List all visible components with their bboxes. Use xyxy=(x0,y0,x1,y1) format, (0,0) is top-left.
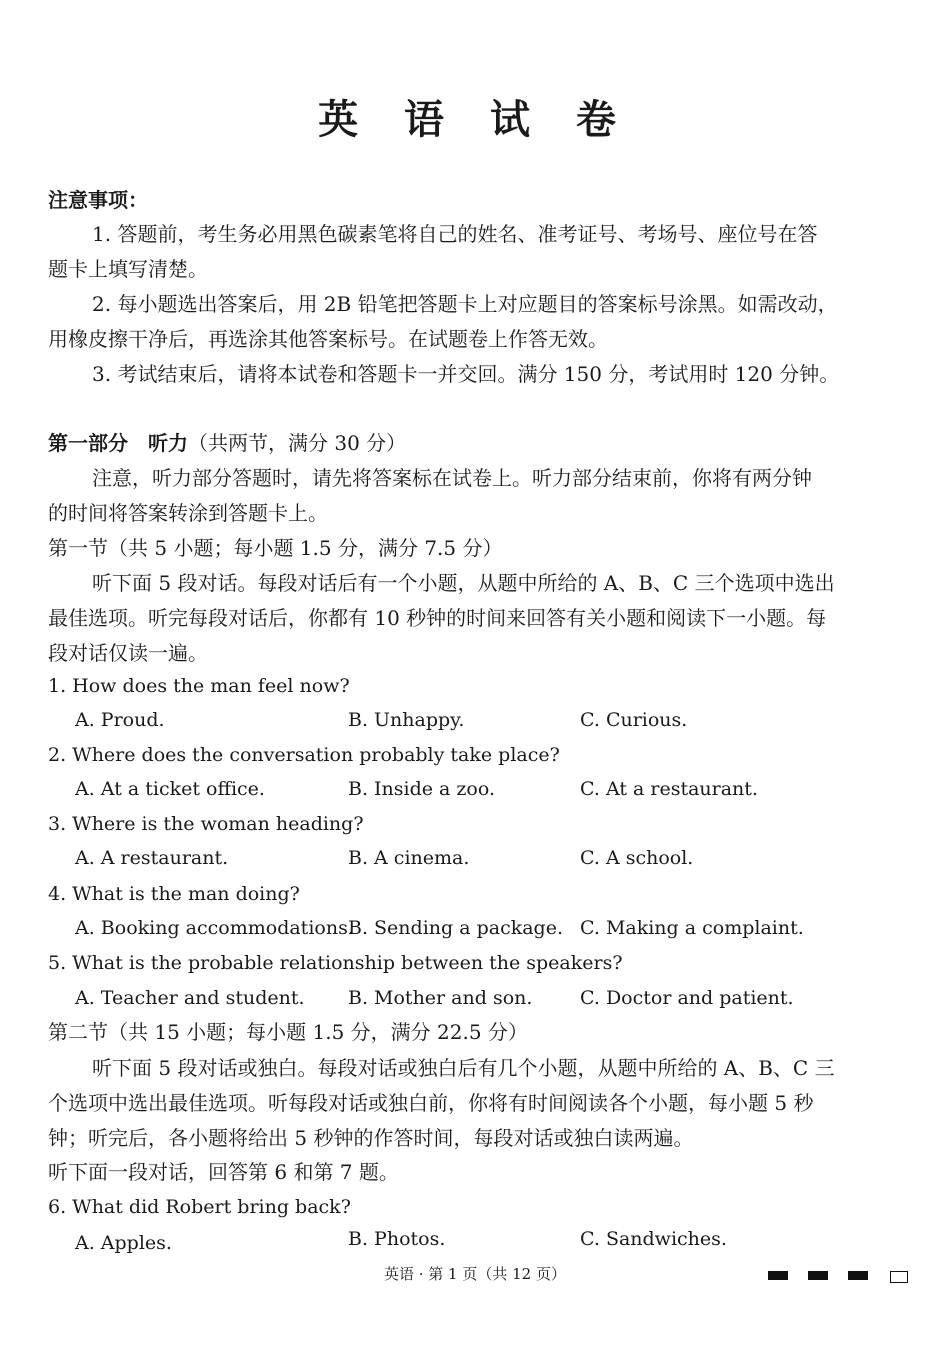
part1-heading-bold: 第一部分 听力 xyxy=(48,431,188,455)
question-4-option-c: C. Making a complaint. xyxy=(580,917,804,939)
part1-note-line-1: 注意，听力部分答题时，请先将答案标在试卷上。听力部分结束前，你将有两分钟 xyxy=(92,466,812,490)
page-marker-filled-3 xyxy=(848,1271,868,1280)
question-2-option-a: A. At a ticket office. xyxy=(75,778,265,800)
question-6-option-b: B. Photos. xyxy=(348,1228,446,1250)
section2-directions-line-2: 个选项中选出最佳选项。听每段对话或独白前，你将有时间阅读各个小题，每小题 5 秒 xyxy=(48,1091,814,1115)
notice-item-1-line-2: 题卡上填写清楚。 xyxy=(48,257,208,281)
part1-heading xyxy=(48,428,908,458)
question-6-option-a: A. Apples. xyxy=(75,1232,172,1254)
section2-directions-line-3: 钟；听完后，各小题将给出 5 秒钟的作答时间，每段对话或独白读两遍。 xyxy=(48,1126,694,1150)
section2-intro: 听下面一段对话，回答第 6 和第 7 题。 xyxy=(48,1160,399,1184)
question-1-option-b: B. Unhappy. xyxy=(348,709,465,731)
section1-directions-line-3: 段对话仅读一遍。 xyxy=(48,641,208,665)
question-5-option-a: A. Teacher and student. xyxy=(75,987,305,1009)
question-4: 4. What is the man doing? xyxy=(48,883,300,905)
question-1-option-c: C. Curious. xyxy=(580,709,688,731)
page-marker-filled-2 xyxy=(808,1271,828,1280)
notice-item-1-line-1: 1. 答题前，考生务必用黑色碳素笔将自己的姓名、准考证号、考场号、座位号在答 xyxy=(92,222,818,246)
question-1-option-a: A. Proud. xyxy=(75,709,165,731)
question-6-option-c: C. Sandwiches. xyxy=(580,1228,727,1250)
page-marker-filled-1 xyxy=(768,1271,788,1280)
notice-item-2-line-1: 2. 每小题选出答案后，用 2B 铅笔把答题卡上对应题目的答案标号涂黑。如需改动， xyxy=(92,292,838,316)
question-3-option-c: C. A school. xyxy=(580,847,694,869)
section1-directions-line-2: 最佳选项。听完每段对话后，你都有 10 秒钟的时间来回答有关小题和阅读下一小题。每 xyxy=(48,606,827,630)
question-5: 5. What is the probable relationship between the speakers? xyxy=(48,952,623,974)
question-2: 2. Where does the conversation probably take place? xyxy=(48,744,560,766)
notice-heading: 注意事项： xyxy=(48,188,148,212)
question-4-option-a: A. Booking accommodations. xyxy=(75,917,354,939)
part1-note-line-2: 的时间将答案转涂到答题卡上。 xyxy=(48,501,328,525)
question-5-option-b: B. Mother and son. xyxy=(348,987,533,1009)
page-title: 英 语 试 卷 xyxy=(318,96,632,143)
question-3-option-b: B. A cinema. xyxy=(348,847,470,869)
question-3-option-a: A. A restaurant. xyxy=(75,847,229,869)
section1-directions-line-1: 听下面 5 段对话。每段对话后有一个小题，从题中所给的 A、B、C 三个选项中选出 xyxy=(92,571,835,595)
notice-item-3: 3. 考试结束后，请将本试卷和答题卡一并交回。满分 150 分，考试用时 120 分钟。 xyxy=(92,362,840,386)
notice-item-2-line-2: 用橡皮擦干净后，再选涂其他答案标号。在试题卷上作答无效。 xyxy=(48,327,608,351)
section2-heading: 第二节（共 15 小题；每小题 1.5 分，满分 22.5 分） xyxy=(48,1020,528,1044)
page-footer: 英语 · 第 1 页（共 12 页） xyxy=(383,1265,566,1283)
part1-heading-rest: （共两节，满分 30 分） xyxy=(188,431,407,455)
section2-directions-line-1: 听下面 5 段对话或独白。每段对话或独白后有几个小题，从题中所给的 A、B、C 三 xyxy=(92,1056,835,1080)
question-2-option-b: B. Inside a zoo. xyxy=(348,778,496,800)
question-5-option-c: C. Doctor and patient. xyxy=(580,987,794,1009)
page-marker-empty xyxy=(890,1271,908,1283)
question-2-option-c: C. At a restaurant. xyxy=(580,778,758,800)
question-3: 3. Where is the woman heading? xyxy=(48,813,364,835)
section1-heading: 第一节（共 5 小题；每小题 1.5 分，满分 7.5 分） xyxy=(48,536,503,560)
question-4-option-b: B. Sending a package. xyxy=(348,917,564,939)
question-6: 6. What did Robert bring back? xyxy=(48,1196,351,1218)
question-1: 1. How does the man feel now? xyxy=(48,675,350,697)
